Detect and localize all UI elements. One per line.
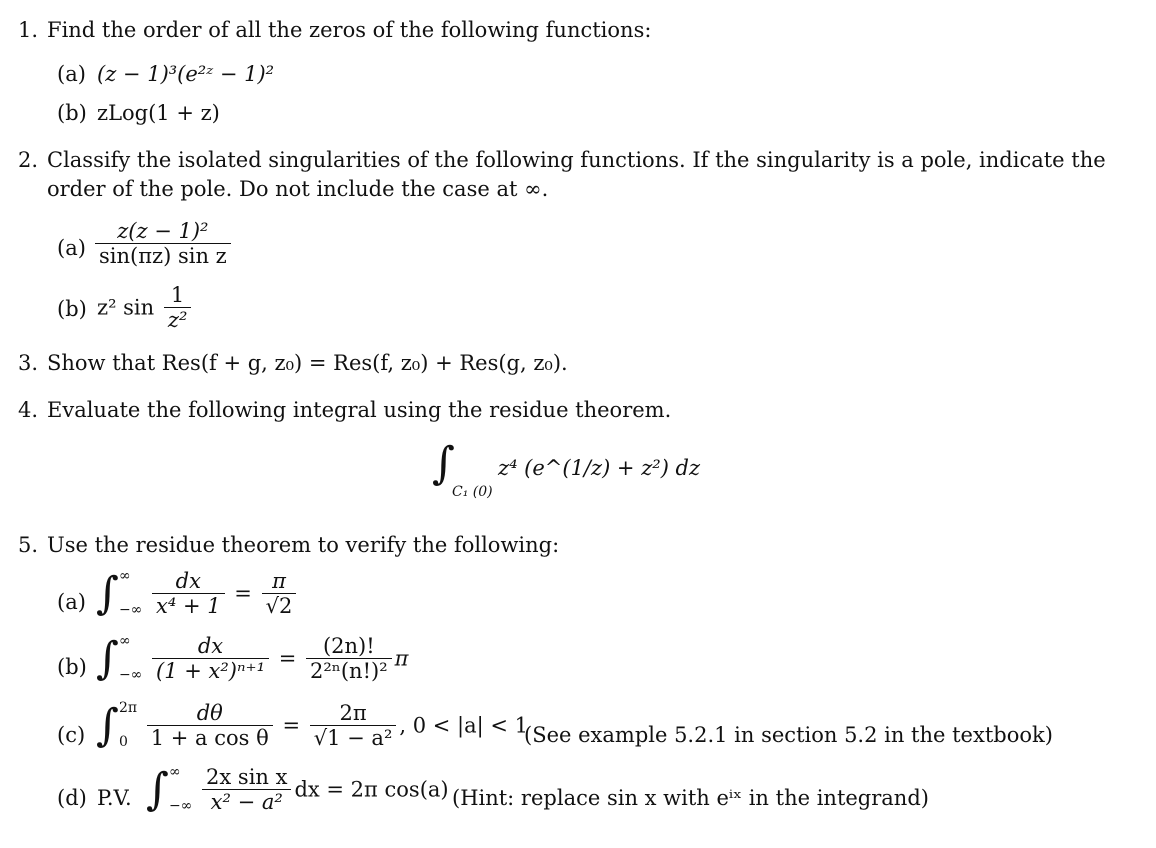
p2b-numerator: 1	[170, 283, 185, 307]
p5b-tail: π	[394, 646, 409, 671]
p5b-label: (b)	[57, 655, 87, 679]
p5d-expression	[146, 764, 449, 815]
upper-limit: ∞	[118, 633, 131, 650]
equals: =	[282, 713, 301, 738]
p5b-rhs-numerator: (2n)!	[322, 633, 375, 658]
upper-limit: ∞	[168, 764, 181, 781]
p5d-pv: P.V.	[97, 786, 132, 810]
p1a-expression: (z − 1)³(e²ᶻ − 1)²	[97, 62, 275, 86]
p5c-label: (c)	[57, 723, 86, 747]
p2a-denominator: sin(πz) sin z	[95, 243, 231, 268]
p5a-expression	[96, 568, 299, 619]
p5c-rhs-denominator: √1 − a²	[310, 725, 397, 750]
p5c-condition: , 0 < |a| < 1	[399, 713, 529, 738]
p2a-expression	[92, 219, 234, 268]
p1a-label: (a)	[57, 62, 86, 86]
p5a-rhs-numerator: π	[272, 568, 286, 593]
problem-2-text-line1: Classify the isolated singularities of the following functions. If the singularity is a pole, indicate the	[47, 148, 1106, 172]
lower-limit: −∞	[118, 666, 143, 683]
problem-5-number: 5.	[18, 533, 39, 557]
problem-1-text: Find the order of all the zeros of the following functions:	[47, 18, 652, 42]
p5b-denominator: (1 + x²)ⁿ⁺¹	[152, 658, 269, 683]
p5d-rhs: dx = 2π cos(a)	[294, 777, 449, 802]
p2b-denominator: z²	[164, 307, 191, 332]
integral-sign: ∫	[96, 700, 119, 751]
problem-5-text: Use the residue theorem to verify the following:	[47, 533, 560, 557]
p5d-hint: (Hint: replace sin x with eⁱˣ in the integrand)	[452, 786, 929, 810]
p5c-rhs-numerator: 2π	[339, 700, 367, 725]
equals: =	[234, 581, 252, 606]
p5b-expression	[96, 633, 408, 684]
p4-integral	[432, 438, 455, 489]
lower-limit: 0	[118, 733, 128, 750]
p5b-rhs-denominator: 2²ⁿ(n!)²	[306, 658, 392, 683]
p5b-numerator: dx	[197, 633, 224, 658]
integral-sign: ∫	[146, 764, 169, 815]
problem-1-number: 1.	[18, 18, 39, 42]
upper-limit: ∞	[118, 568, 131, 585]
lower-limit: −∞	[168, 797, 193, 814]
integral-sign: ∫	[96, 633, 119, 684]
problem-4-text: Evaluate the following integral using the residue theorem.	[47, 398, 672, 422]
p5d-denominator: x² − a²	[202, 789, 291, 814]
p5c-denominator: 1 + a cos θ	[147, 725, 273, 750]
p2a-label: (a)	[57, 236, 86, 260]
p5c-expression	[96, 700, 528, 751]
p2a-numerator: z(z − 1)²	[117, 219, 209, 243]
p2b-label: (b)	[57, 297, 87, 321]
p5a-rhs-denominator: √2	[262, 593, 297, 618]
problem-2-number: 2.	[18, 148, 39, 172]
p2b-expression	[97, 283, 194, 332]
problem-3-number: 3.	[18, 351, 39, 375]
problem-2-text-line2: order of the pole. Do not include the case at ∞.	[47, 177, 549, 201]
problem-4-number: 4.	[18, 398, 39, 422]
p5a-label: (a)	[57, 590, 86, 614]
p5d-label: (d)	[57, 786, 87, 810]
integral-sign: ∫	[96, 568, 119, 619]
p1b-expression: zLog(1 + z)	[97, 101, 220, 125]
p5a-numerator: dx	[175, 568, 201, 593]
equals: =	[278, 646, 297, 671]
problem-3-text: Show that Res(f + g, z₀) = Res(f, z₀) + Res(g, z₀).	[47, 351, 568, 375]
integral-sign: ∫	[432, 438, 455, 489]
p5a-denominator: x⁴ + 1	[152, 593, 225, 618]
p4-integrand: z⁴ (e^(1/z) + z²) dz	[498, 456, 701, 480]
p1b-label: (b)	[57, 101, 87, 125]
p5c-note: (See example 5.2.1 in section 5.2 in the textbook)	[524, 723, 1053, 747]
p5c-numerator: dθ	[196, 700, 223, 725]
upper-limit: 2π	[118, 700, 138, 717]
p5d-numerator: 2x sin x	[206, 764, 288, 789]
p2b-prefix: z² sin	[97, 295, 155, 320]
lower-limit: −∞	[118, 601, 143, 618]
p4-contour: C₁ (0)	[452, 484, 493, 500]
